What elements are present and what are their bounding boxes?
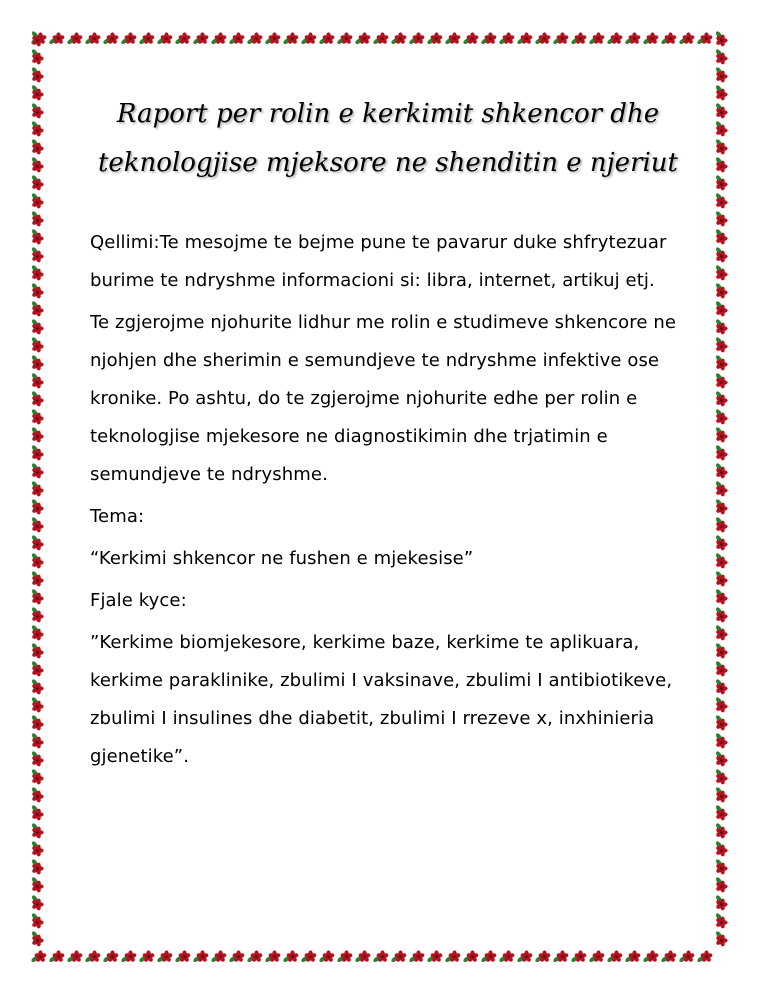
border-flower-icon xyxy=(715,372,728,389)
border-flower-icon xyxy=(318,32,335,45)
border-flower-icon xyxy=(390,950,407,963)
border-flower-icon xyxy=(624,950,641,963)
border-flower-icon xyxy=(715,120,728,137)
border-flower-icon xyxy=(246,950,263,963)
paragraph-knowledge: Te zgjerojme njohurite lidhur me rolin e studimeve shkencore ne njohjen dhe sherimin e semundjeve te ndryshme infektive ose kronike. Po ashtu, do te zgjerojme njohurite edhe per rolin e teknologjise mjekesore ne diagnostikimin dhe trjatimin e semundjeve te ndryshme. xyxy=(90,312,677,485)
border-flower-icon xyxy=(31,480,44,497)
border-flower-icon xyxy=(715,822,728,839)
border-flower-icon xyxy=(31,822,44,839)
border-flower-icon xyxy=(300,950,317,963)
border-flower-icon xyxy=(516,32,533,45)
border-flower-icon xyxy=(715,138,728,155)
border-flower-icon xyxy=(696,32,713,45)
border-flower-icon xyxy=(715,930,728,947)
page-border-right xyxy=(714,30,730,964)
border-flower-icon xyxy=(300,32,317,45)
border-flower-icon xyxy=(715,282,728,299)
border-flower-icon xyxy=(210,32,227,45)
border-flower-icon xyxy=(31,642,44,659)
border-flower-icon xyxy=(715,912,728,929)
border-flower-icon xyxy=(66,950,83,963)
border-flower-icon xyxy=(31,606,44,623)
border-flower-icon xyxy=(715,660,728,677)
border-flower-icon xyxy=(31,714,44,731)
keywords-text: ”Kerkime biomjekesore, kerkime baze, kerkime te aplikuara, kerkime paraklinike, zbulimi I vaksinave, zbulimi I antibiotikeve, zbulimi I insulines dhe diabetit, zbulimi I rrezeve x, inxhinieria gjenetike”. xyxy=(90,632,673,767)
border-flower-icon xyxy=(354,950,371,963)
title-line-2: teknologjise mjeksore ne shenditin e njeriut xyxy=(97,148,679,178)
border-flower-icon xyxy=(318,950,335,963)
border-flower-icon xyxy=(31,390,44,407)
border-flower-icon xyxy=(31,336,44,353)
border-flower-icon xyxy=(715,732,728,749)
border-flower-icon xyxy=(715,336,728,353)
border-flower-icon xyxy=(715,768,728,785)
border-flower-icon xyxy=(210,950,227,963)
border-flower-icon xyxy=(336,32,353,45)
border-flower-icon xyxy=(31,120,44,137)
border-flower-icon xyxy=(31,48,44,65)
border-flower-icon xyxy=(715,750,728,767)
border-flower-icon xyxy=(408,950,425,963)
border-flower-icon xyxy=(715,534,728,551)
border-flower-icon xyxy=(31,552,44,569)
border-flower-icon xyxy=(715,516,728,533)
border-flower-icon xyxy=(715,840,728,857)
border-flower-icon xyxy=(84,950,101,963)
border-flower-icon xyxy=(660,32,677,45)
border-flower-icon xyxy=(570,32,587,45)
keywords-label: Fjale kyce: xyxy=(90,590,187,611)
border-flower-icon xyxy=(354,32,371,45)
border-flower-icon xyxy=(31,894,44,911)
border-flower-icon xyxy=(480,950,497,963)
border-flower-icon xyxy=(48,950,65,963)
border-flower-icon xyxy=(588,950,605,963)
border-flower-icon xyxy=(31,156,44,173)
border-flower-icon xyxy=(138,950,155,963)
border-flower-icon xyxy=(444,32,461,45)
border-flower-icon xyxy=(715,426,728,443)
border-flower-icon xyxy=(31,66,44,83)
border-flower-icon xyxy=(516,950,533,963)
border-flower-icon xyxy=(31,570,44,587)
border-flower-icon xyxy=(715,84,728,101)
border-flower-icon xyxy=(31,174,44,191)
border-flower-icon xyxy=(715,192,728,209)
border-flower-icon xyxy=(715,624,728,641)
border-flower-icon xyxy=(31,624,44,641)
border-flower-icon xyxy=(156,32,173,45)
border-flower-icon xyxy=(264,950,281,963)
border-flower-icon xyxy=(570,950,587,963)
border-flower-icon xyxy=(31,426,44,443)
border-flower-icon xyxy=(192,32,209,45)
border-flower-icon xyxy=(408,32,425,45)
border-flower-icon xyxy=(31,84,44,101)
border-flower-icon xyxy=(102,950,119,963)
border-flower-icon xyxy=(31,318,44,335)
border-flower-icon xyxy=(31,228,44,245)
border-flower-icon xyxy=(606,32,623,45)
border-flower-icon xyxy=(715,408,728,425)
border-flower-icon xyxy=(534,950,551,963)
border-flower-icon xyxy=(120,32,137,45)
page-border-left xyxy=(30,30,46,964)
border-flower-icon xyxy=(66,32,83,45)
border-flower-icon xyxy=(552,32,569,45)
document-body xyxy=(90,90,690,776)
border-flower-icon xyxy=(31,300,44,317)
border-flower-icon xyxy=(606,950,623,963)
page-title xyxy=(80,90,696,188)
border-flower-icon xyxy=(31,750,44,767)
border-flower-icon xyxy=(715,246,728,263)
topic-text: “Kerkimi shkencor ne fushen e mjekesise” xyxy=(90,548,474,569)
border-flower-icon xyxy=(715,174,728,191)
border-flower-icon xyxy=(31,876,44,893)
border-flower-icon xyxy=(31,246,44,263)
border-flower-icon xyxy=(31,354,44,371)
topic-label: Tema: xyxy=(90,506,145,527)
border-flower-icon xyxy=(31,372,44,389)
border-flower-icon xyxy=(715,696,728,713)
border-flower-icon xyxy=(31,30,44,47)
border-flower-icon xyxy=(102,32,119,45)
border-flower-icon xyxy=(31,102,44,119)
border-flower-icon xyxy=(336,950,353,963)
border-flower-icon xyxy=(715,858,728,875)
border-flower-icon xyxy=(480,32,497,45)
border-flower-icon xyxy=(534,32,551,45)
border-flower-icon xyxy=(715,318,728,335)
border-flower-icon xyxy=(31,138,44,155)
border-flower-icon xyxy=(84,32,101,45)
border-flower-icon xyxy=(660,950,677,963)
border-flower-icon xyxy=(498,950,515,963)
page-border-bottom xyxy=(30,948,730,964)
border-flower-icon xyxy=(31,660,44,677)
border-flower-icon xyxy=(552,950,569,963)
border-flower-icon xyxy=(31,840,44,857)
border-flower-icon xyxy=(715,804,728,821)
border-flower-icon xyxy=(715,786,728,803)
border-flower-icon xyxy=(462,32,479,45)
border-flower-icon xyxy=(31,696,44,713)
border-flower-icon xyxy=(31,804,44,821)
border-flower-icon xyxy=(31,678,44,695)
border-flower-icon xyxy=(246,32,263,45)
border-flower-icon xyxy=(31,732,44,749)
border-flower-icon xyxy=(715,876,728,893)
border-flower-icon xyxy=(678,32,695,45)
border-flower-icon xyxy=(642,950,659,963)
border-flower-icon xyxy=(715,228,728,245)
border-flower-icon xyxy=(715,678,728,695)
border-flower-icon xyxy=(31,462,44,479)
border-flower-icon xyxy=(715,102,728,119)
border-flower-icon xyxy=(372,32,389,45)
border-flower-icon xyxy=(174,950,191,963)
border-flower-icon xyxy=(192,950,209,963)
border-flower-icon xyxy=(31,768,44,785)
border-flower-icon xyxy=(715,48,728,65)
border-flower-icon xyxy=(715,210,728,227)
border-flower-icon xyxy=(715,354,728,371)
border-flower-icon xyxy=(174,32,191,45)
border-flower-icon xyxy=(372,950,389,963)
border-flower-icon xyxy=(715,156,728,173)
border-flower-icon xyxy=(31,282,44,299)
border-flower-icon xyxy=(715,606,728,623)
border-flower-icon xyxy=(31,210,44,227)
border-flower-icon xyxy=(31,444,44,461)
border-flower-icon xyxy=(31,264,44,281)
border-flower-icon xyxy=(31,534,44,551)
border-flower-icon xyxy=(678,950,695,963)
border-flower-icon xyxy=(282,32,299,45)
border-flower-icon xyxy=(390,32,407,45)
border-flower-icon xyxy=(715,300,728,317)
border-flower-icon xyxy=(624,32,641,45)
border-flower-icon xyxy=(715,480,728,497)
border-flower-icon xyxy=(426,32,443,45)
border-flower-icon xyxy=(715,462,728,479)
border-flower-icon xyxy=(444,950,461,963)
page-border-top xyxy=(30,30,730,46)
border-flower-icon xyxy=(696,950,713,963)
border-flower-icon xyxy=(462,950,479,963)
border-flower-icon xyxy=(588,32,605,45)
border-flower-icon xyxy=(31,516,44,533)
border-flower-icon xyxy=(31,408,44,425)
border-flower-icon xyxy=(715,894,728,911)
border-flower-icon xyxy=(264,32,281,45)
border-flower-icon xyxy=(31,786,44,803)
border-flower-icon xyxy=(715,498,728,515)
border-flower-icon xyxy=(642,32,659,45)
border-flower-icon xyxy=(715,66,728,83)
border-flower-icon xyxy=(31,930,44,947)
border-flower-icon xyxy=(715,30,728,47)
border-flower-icon xyxy=(31,858,44,875)
border-flower-icon xyxy=(138,32,155,45)
border-flower-icon xyxy=(715,390,728,407)
border-flower-icon xyxy=(282,950,299,963)
paragraph-purpose: Qellimi:Te mesojme te bejme pune te pavarur duke shfrytezuar burime te ndryshme informacioni si: libra, internet, artikuj etj. xyxy=(90,232,667,291)
border-flower-icon xyxy=(715,642,728,659)
border-flower-icon xyxy=(715,552,728,569)
border-flower-icon xyxy=(228,950,245,963)
border-flower-icon xyxy=(156,950,173,963)
border-flower-icon xyxy=(31,498,44,515)
border-flower-icon xyxy=(31,588,44,605)
border-flower-icon xyxy=(715,714,728,731)
border-flower-icon xyxy=(715,588,728,605)
border-flower-icon xyxy=(31,192,44,209)
border-flower-icon xyxy=(498,32,515,45)
border-flower-icon xyxy=(31,912,44,929)
border-flower-icon xyxy=(715,444,728,461)
border-flower-icon xyxy=(48,32,65,45)
title-line-1: Raport per rolin e kerkimit shkencor dhe xyxy=(116,99,660,129)
border-flower-icon xyxy=(426,950,443,963)
border-flower-icon xyxy=(715,264,728,281)
border-flower-icon xyxy=(715,570,728,587)
border-flower-icon xyxy=(228,32,245,45)
border-flower-icon xyxy=(120,950,137,963)
